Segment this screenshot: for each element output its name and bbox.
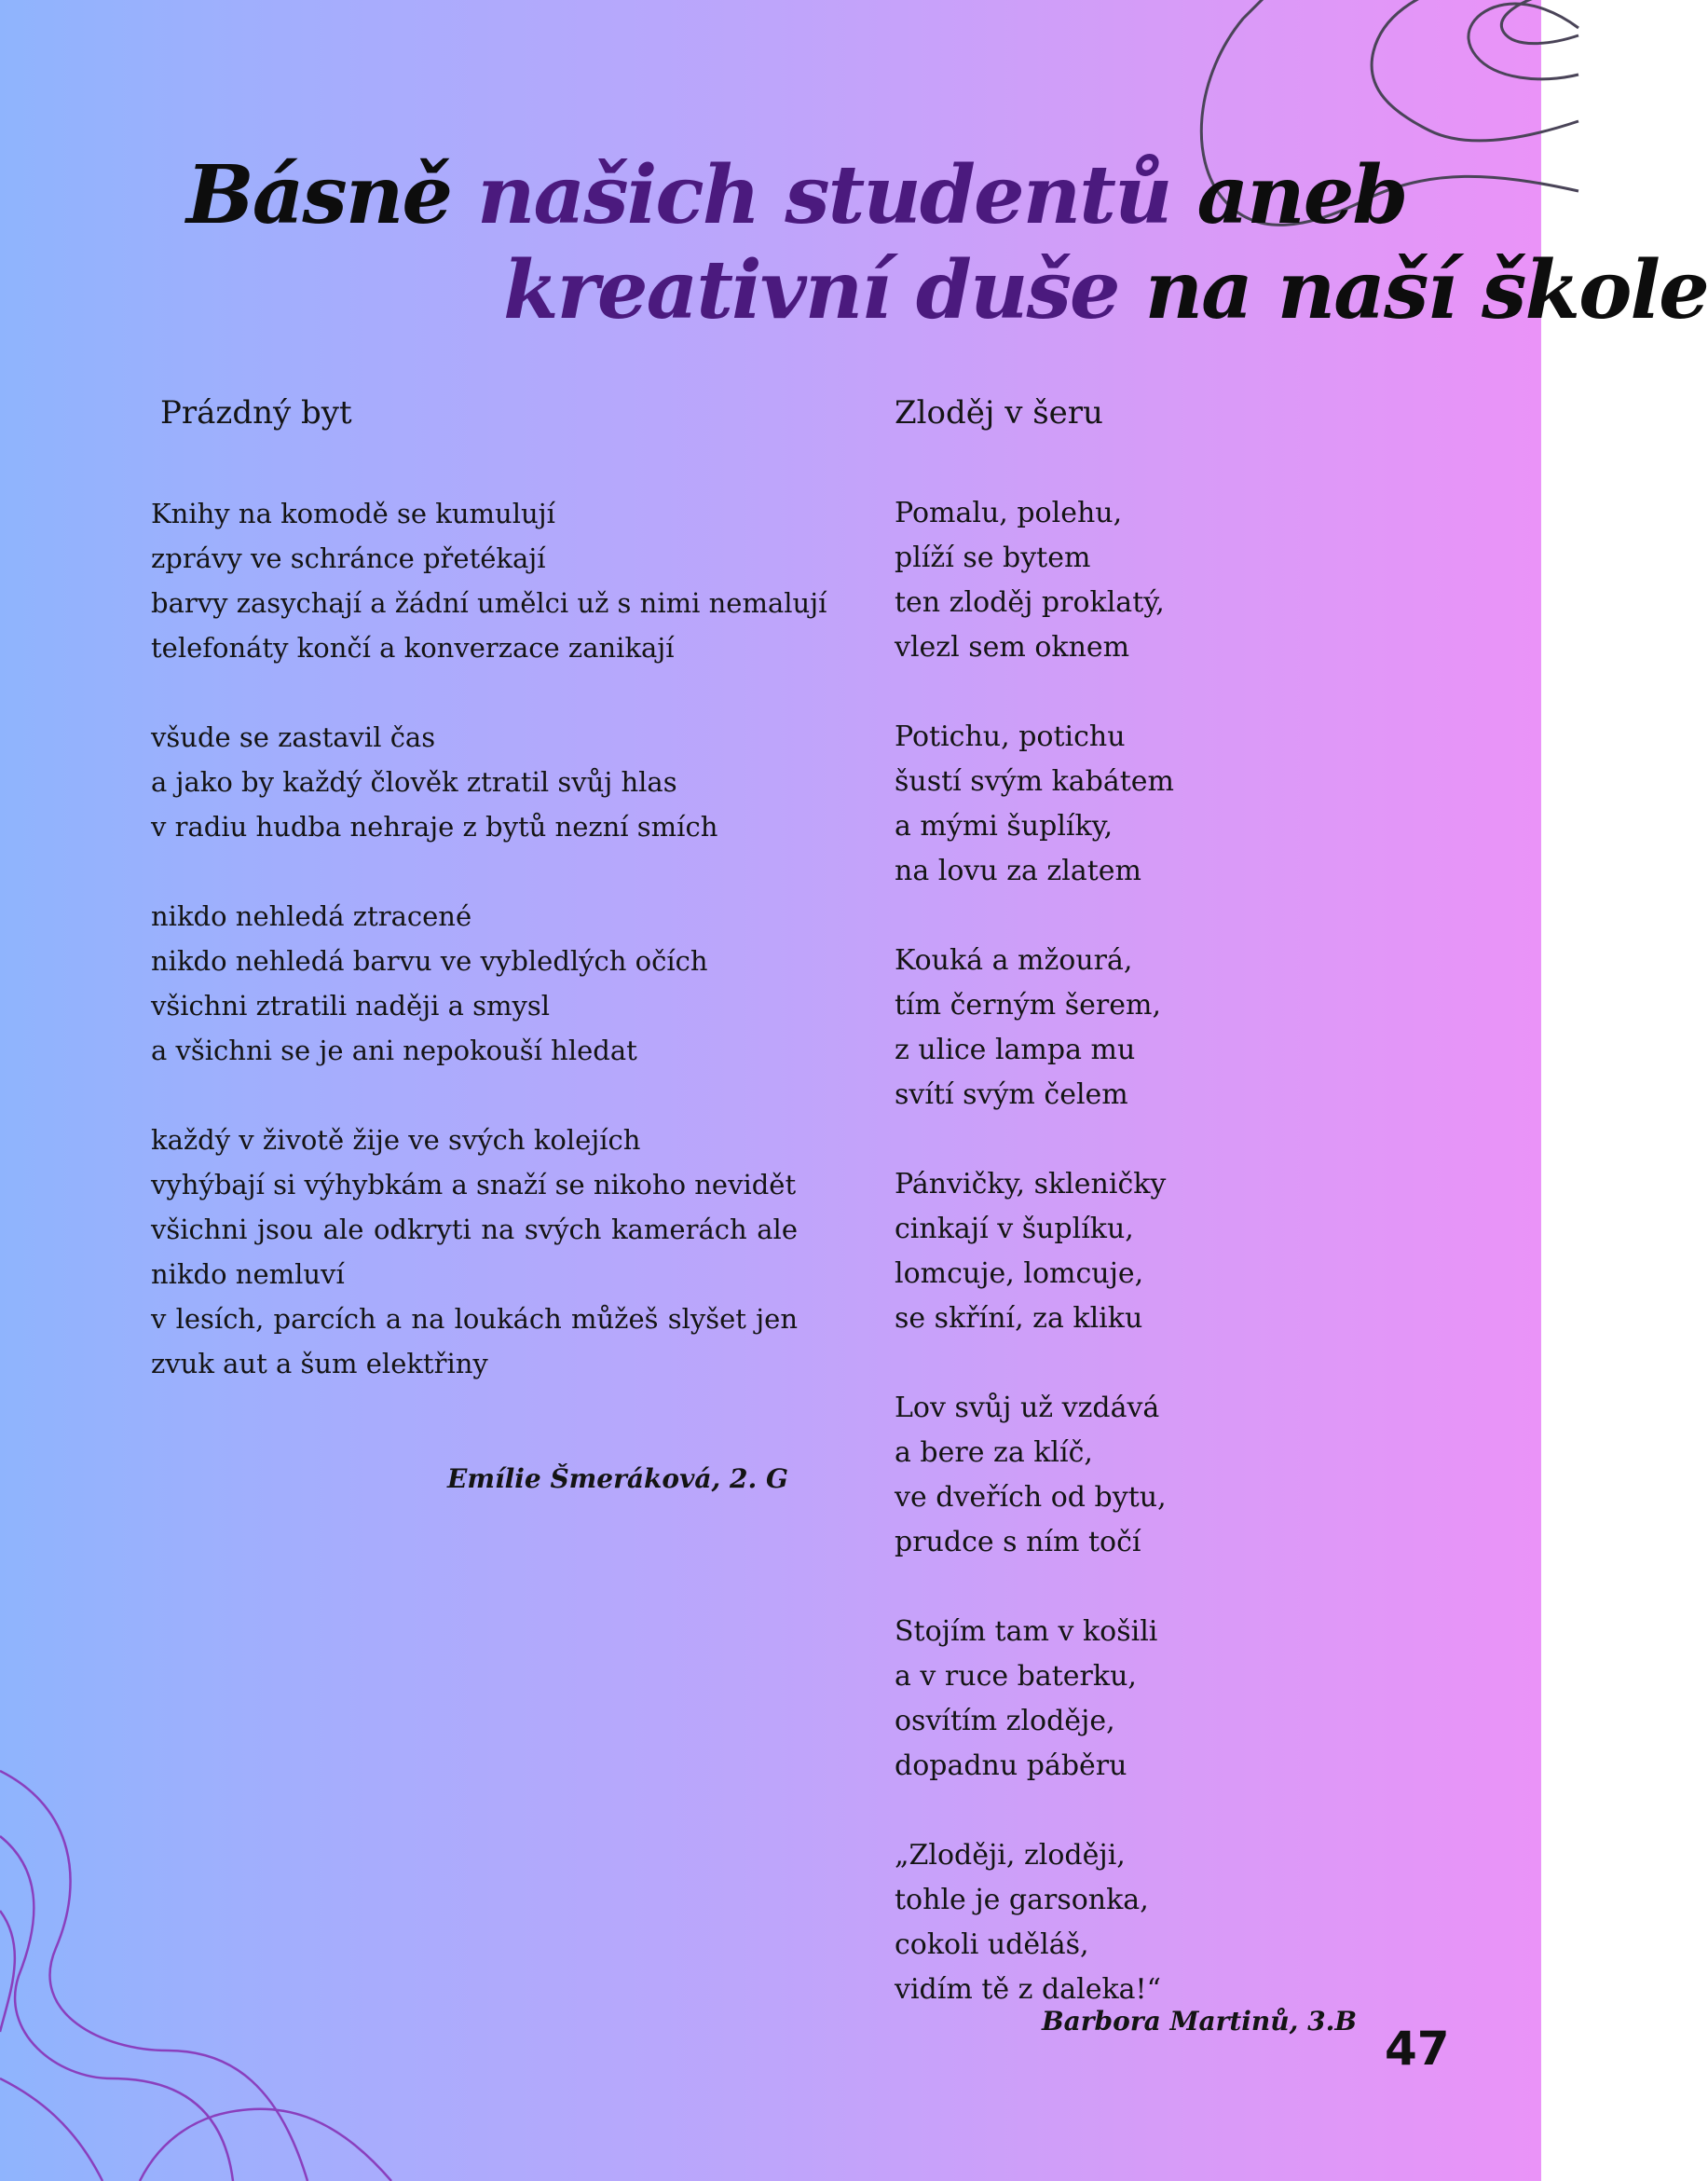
poem-line: a jako by každý člověk ztratil svůj hlas [151,766,677,798]
poem-line: dopadnu páběru [895,1749,1127,1782]
poem-line: nikdo nehledá ztracené [151,900,472,932]
poem-line: svítí svým čelem [895,1078,1128,1111]
title-word: Básně [186,148,452,242]
title-word: na naší škole [1144,243,1708,337]
page-title-line-2 [503,244,1708,337]
poem-line: z ulice lampa mu [895,1034,1136,1066]
poem-line: zvuk aut a šum elektřiny [151,1348,488,1379]
poem-title: Prázdný byt [160,394,352,432]
poem-line: vyhýbají si výhybkám a snaží se nikoho nevidět [151,1169,797,1200]
poem-line: cokoli uděláš, [895,1928,1089,1961]
stanza [151,1118,798,1386]
poem-title: Zloděj v šeru [895,394,1103,432]
page-title-line-1 [186,149,1407,242]
poem-line: každý v životě žije ve svých kolejích [151,1124,641,1156]
poem-line: všichni jsou ale odkryti na svých kamerách ale [151,1214,798,1245]
poem-line: a bere za klíč, [895,1436,1093,1469]
stanza [895,1833,1416,2012]
poem-line: a všichni se je ani nepokouší hledat [151,1035,637,1066]
poem-author: Emílie Šmeráková, 2. G [447,1463,788,1494]
stanza [151,715,798,849]
poem-line: a v ruce baterku, [895,1660,1137,1693]
poem-line: nikdo nemluví [151,1258,345,1290]
stanza [895,1610,1416,1789]
poem-line: telefonáty končí a konverzace zanikají [151,632,675,664]
poem-line: na lovu za zlatem [895,855,1141,887]
page-number: 47 [1385,2022,1450,2076]
poem-line: Lov svůj už vzdává [895,1392,1160,1424]
title-word: kreativní duše [503,243,1119,337]
poem-line: a mými šuplíky, [895,810,1114,843]
poem-line: Knihy na komodě se kumulují [151,498,555,529]
poem-line: prudce s ním točí [895,1526,1141,1558]
poem-line: lomcuje, lomcuje, [895,1257,1144,1290]
title-word: aneb [1196,148,1407,242]
poem-line: v radiu hudba nehraje z bytů nezní smích [151,811,718,843]
poem-line: vlezl sem oknem [895,631,1130,664]
poem-line: v lesích, parcích a na loukách můžeš slyšet jen [151,1303,798,1335]
stanza [895,939,1416,1118]
poem-line: Stojím tam v košili [895,1615,1158,1648]
poem-author: Barbora Martinů, 3.B [1042,2006,1358,2037]
stanza [895,1162,1416,1341]
poem-line: barvy zasychají a žádní umělci už s nimi nemalují [151,587,827,619]
poem-line: Kouká a mžourá, [895,944,1133,977]
poem-line: tohle je garsonka, [895,1884,1149,1916]
poem-line: vidím tě z daleka!“ [895,1973,1161,2006]
stanza [151,894,798,1073]
poem-line: nikdo nehledá barvu ve vybledlých očích [151,945,708,977]
poem-prazdny-byt [151,387,827,1431]
poem-line: ten zloděj proklatý, [895,586,1165,619]
title-word: našich studentů [477,148,1171,242]
poem-line: všichni ztratili naději a smysl [151,990,551,1022]
stanza [151,491,827,670]
stanza [895,491,1416,670]
poem-line: všude se zastavil čas [151,721,436,753]
stanza [895,1386,1416,1565]
poem-line: ve dveřích od bytu, [895,1481,1167,1514]
poem-line: Potichu, potichu [895,720,1126,753]
poem-line: „Zloději, zloději, [895,1839,1126,1872]
poem-zlodej-v-seru [895,387,1416,2057]
poem-line: se skříní, za kliku [895,1302,1143,1335]
poem-line: cinkají v šuplíku, [895,1213,1134,1245]
poem-line: Pomalu, polehu, [895,497,1123,529]
poem-line: zprávy ve schránce přetékají [151,542,546,574]
poem-line: plíží se bytem [895,542,1091,574]
poem-line: osvítím zloděje, [895,1705,1115,1737]
stanza [895,715,1416,894]
wave-decoration-bottom [0,1771,429,2181]
poem-line: šustí svým kabátem [895,765,1174,798]
poem-line: Pánvičky, skleničky [895,1168,1167,1200]
poem-line: tím černým šerem, [895,989,1162,1022]
